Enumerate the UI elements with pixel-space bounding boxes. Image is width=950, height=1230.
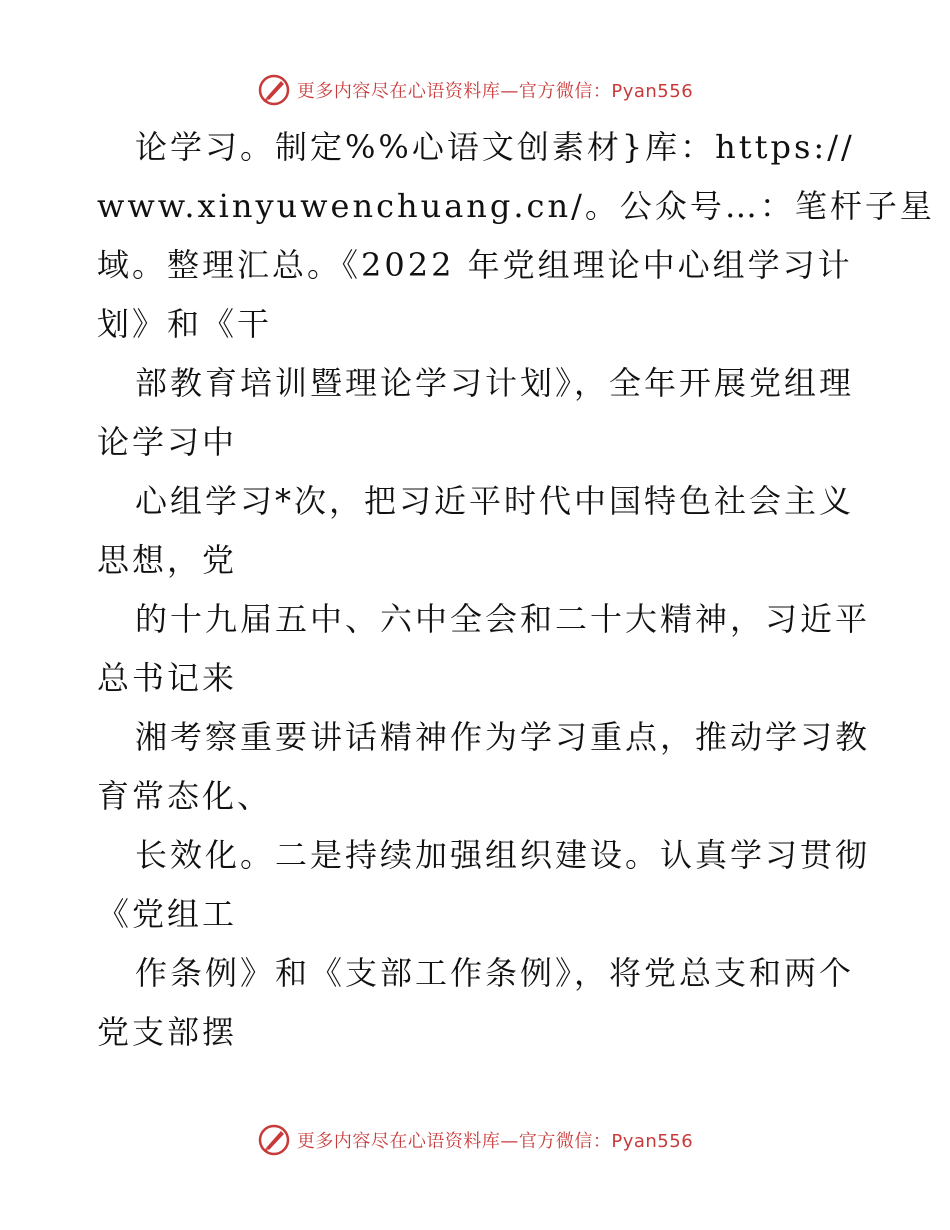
header-banner-content (257, 73, 693, 107)
footer-banner (0, 1120, 950, 1160)
document-line: 部教育培训暨理论学习计划》，全年开展党组理 (135, 364, 855, 402)
document-line: 的十九届五中、六中全会和二十大精神，习近平 (135, 600, 871, 638)
document-line: www.xinyuwenchuang.cn/。公众号…：笔杆子星 (97, 187, 935, 225)
document-line: 湘考察重要讲话精神作为学习重点，推动学习教 (135, 718, 871, 756)
feather-pen-logo-icon (257, 73, 291, 107)
footer-banner-content (257, 1123, 693, 1157)
document-line: 心组学习*次，把习近平时代中国特色社会主义 (135, 482, 855, 520)
document-line: 论学习。制定%%心语文创素材}库：https:// (135, 128, 855, 166)
document-line: 《党组工 (97, 895, 238, 933)
document-line: 长效化。二是持续加强组织建设。认真学习贯彻 (135, 836, 871, 874)
document-line: 党支部摆 (97, 1013, 238, 1051)
document-line: 育常态化、 (97, 777, 273, 815)
document-line: 总书记来 (97, 659, 238, 697)
document-line: 论学习中 (97, 423, 238, 461)
document-line: 划》和《干 (97, 305, 273, 343)
header-banner-text: 更多内容尽在心语资料库—官方微信：Pyan556 (296, 81, 694, 102)
document-line: 思想，党 (97, 541, 238, 579)
document-line: 作条例》和《支部工作条例》，将党总支和两个 (135, 954, 855, 992)
header-banner (0, 70, 950, 110)
document-line: 域。整理汇总。《2022 年党组理论中心组学习计 (97, 246, 853, 284)
feather-pen-logo-icon (257, 1123, 291, 1157)
footer-banner-text: 更多内容尽在心语资料库—官方微信：Pyan556 (296, 1131, 694, 1152)
document-body (97, 118, 935, 1062)
